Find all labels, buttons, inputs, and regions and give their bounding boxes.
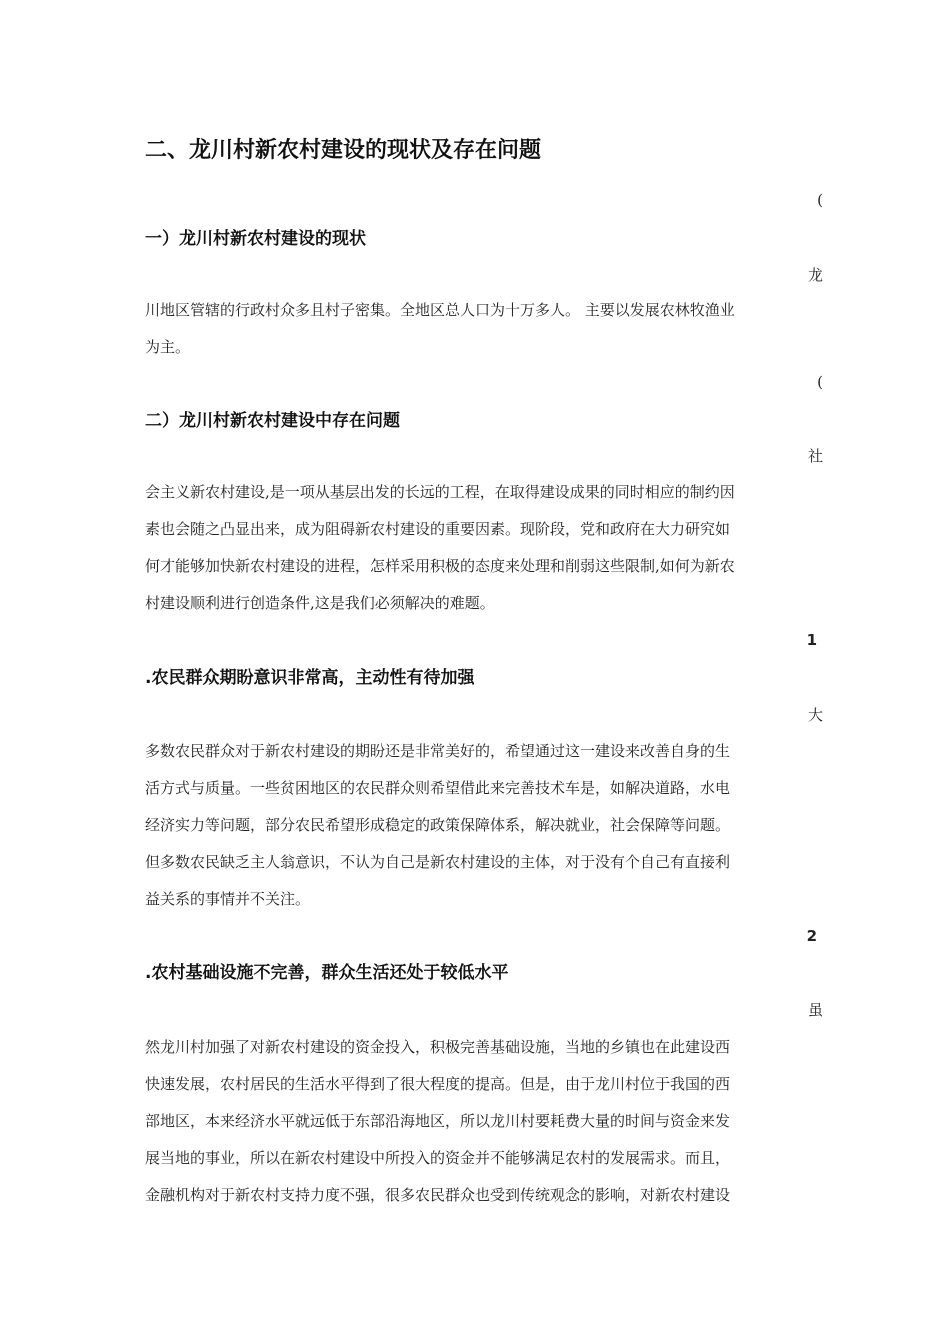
- paragraph-line: 但多数农民缺乏主人翁意识，不认为自己是新农村建设的主体，对于没有个自己有直接利: [145, 853, 731, 871]
- section-heading: 二）龙川村新农村建设中存在问题: [145, 411, 400, 431]
- paragraph-line: 为主。: [145, 338, 191, 356]
- paragraph: [145, 733, 812, 918]
- paragraph-line: 村建设顺利进行创造条件,这是我们必须解决的难题。: [145, 594, 495, 612]
- lead-char: 龙: [807, 266, 823, 284]
- section-heading: .农民群众期盼意识非常高，主动性有待加强: [145, 668, 475, 688]
- section-heading: 一）龙川村新农村建设的现状: [145, 229, 366, 249]
- lead-char: 大: [807, 706, 823, 724]
- paragraph-line: 展当地的事业，所以在新农村建设中所投入的资金并不能够满足农村的发展需求。而且，: [145, 1149, 731, 1167]
- paragraph-line: 活方式与质量。一些贫困地区的农民群众则希望借此来完善技术车是，如解决道路，水电: [145, 779, 731, 797]
- paragraph-line: 川地区管辖的行政村众多且村子密集。全地区总人口为十万多人。 主要以发展农林牧渔业: [145, 301, 735, 319]
- paragraph-line: 快速发展，农村居民的生活水平得到了很大程度的提高。但是，由于龙川村位于我国的西: [145, 1075, 731, 1093]
- paragraph-line: 经济实力等问题，部分农民希望形成稳定的政策保障体系，解决就业，社会保障等问题。: [145, 816, 731, 834]
- section-heading: .农村基础设施不完善，群众生活还处于较低水平: [145, 963, 509, 983]
- paragraph-line: 多数农民群众对于新农村建设的期盼还是非常美好的，希望通过这一建设来改善自身的生: [145, 742, 731, 760]
- paragraph: [145, 1029, 812, 1214]
- section-marker: 2: [806, 927, 817, 945]
- section-marker: 1: [806, 631, 817, 649]
- paragraph-line: 何才能够加快新农村建设的进程，怎样采用积极的态度来处理和削弱这些限制,如何为新农: [145, 557, 735, 575]
- lead-char: 社: [807, 447, 823, 465]
- paragraph: [145, 292, 812, 366]
- paragraph-line: 益关系的事情并不关注。: [145, 890, 311, 908]
- section-marker: (: [817, 373, 823, 391]
- paragraph-line: 金融机构对于新农村支持力度不强，很多农民群众也受到传统观念的影响，对新农村建设: [145, 1186, 731, 1204]
- main-heading: 二、龙川村新农村建设的现状及存在问题: [145, 138, 542, 163]
- paragraph-line: 然龙川村加强了对新农村建设的资金投入，积极完善基础设施，当地的乡镇也在此建设西: [145, 1038, 731, 1056]
- paragraph: [145, 474, 812, 622]
- paragraph-line: 会主义新农村建设,是一项从基层出发的长远的工程，在取得建设成果的同时相应的制约因: [145, 483, 735, 501]
- lead-char: 虽: [807, 1001, 823, 1019]
- paragraph-line: 素也会随之凸显出来，成为阻碍新农村建设的重要因素。现阶段，党和政府在大力研究如: [145, 520, 731, 538]
- section-marker: (: [817, 191, 823, 209]
- paragraph-line: 部地区，本来经济水平就远低于东部沿海地区，所以龙川村要耗费大量的时间与资金来发: [145, 1112, 731, 1130]
